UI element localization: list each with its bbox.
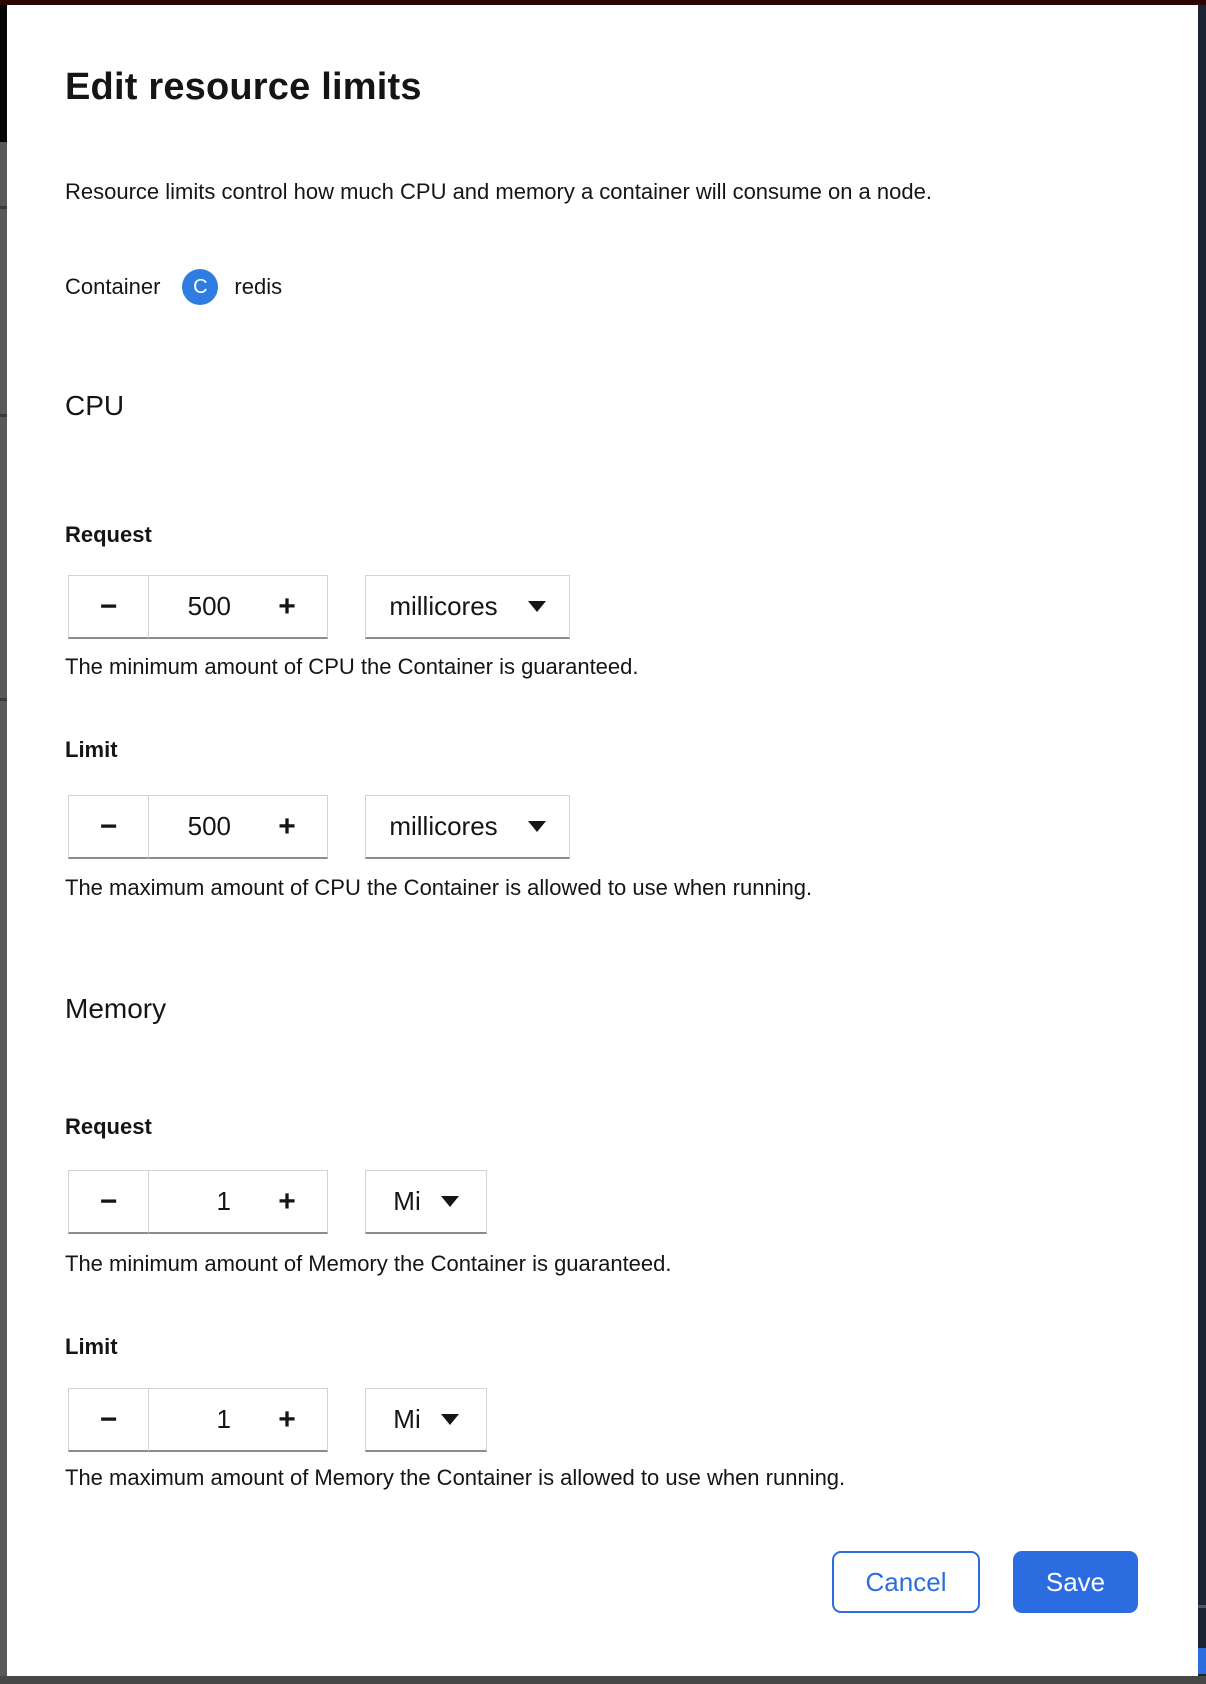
- memory-limit-unit-dropdown[interactable]: [365, 1388, 487, 1452]
- memory-limit-value-input[interactable]: [149, 1388, 247, 1452]
- caret-down-icon: [441, 1414, 459, 1425]
- cpu-limit-value-input[interactable]: [149, 795, 247, 859]
- page-edge-divider: [0, 206, 7, 209]
- minus-icon: −: [99, 809, 118, 843]
- cpu-request-unit-dropdown[interactable]: [365, 575, 570, 639]
- minus-button[interactable]: [68, 1388, 149, 1452]
- unit-dropdown-value: millicores: [389, 591, 498, 621]
- page-edge-divider: [1198, 1605, 1206, 1608]
- container-kind-badge-icon: C: [182, 269, 218, 305]
- memory-request-help-text: The minimum amount of Memory the Container is guaranteed.: [65, 1251, 672, 1276]
- plus-icon: +: [278, 809, 296, 843]
- minus-icon: −: [99, 1402, 118, 1436]
- plus-icon: +: [278, 1402, 296, 1436]
- section-heading-cpu: CPU: [65, 390, 125, 421]
- plus-button[interactable]: [247, 575, 328, 639]
- page-edge-divider: [0, 414, 7, 417]
- modal-title: Edit resource limits: [65, 66, 422, 108]
- plus-button[interactable]: [247, 1170, 328, 1234]
- plus-icon: +: [278, 589, 296, 623]
- minus-button[interactable]: [68, 1170, 149, 1234]
- page-edge-right: [1198, 5, 1206, 1676]
- cpu-limit-help-text: The maximum amount of CPU the Container is allowed to use when running.: [65, 875, 813, 900]
- container-row: [65, 268, 282, 306]
- minus-icon: −: [99, 589, 118, 623]
- page-edge-blue-accent: [1198, 1648, 1206, 1674]
- page-edge-left-dark: [0, 5, 7, 142]
- minus-button[interactable]: [68, 575, 149, 639]
- cancel-button[interactable]: Cancel: [832, 1551, 980, 1613]
- minus-icon: −: [99, 1184, 118, 1218]
- cpu-limit-label: Limit: [65, 737, 118, 762]
- plus-icon: +: [278, 1184, 296, 1218]
- page-edge-top: [0, 0, 1206, 5]
- container-name: redis: [234, 274, 283, 299]
- cpu-limit-number-input: [68, 795, 328, 859]
- cpu-request-label: Request: [65, 522, 152, 547]
- minus-button[interactable]: [68, 795, 149, 859]
- unit-dropdown-value: millicores: [389, 811, 498, 841]
- memory-limit-label: Limit: [65, 1334, 118, 1359]
- memory-request-unit-dropdown[interactable]: [365, 1170, 487, 1234]
- memory-request-number-input: [68, 1170, 328, 1234]
- page-edge-left: [0, 5, 7, 1676]
- page-edge-divider: [0, 698, 7, 701]
- cpu-limit-unit-dropdown[interactable]: [365, 795, 570, 859]
- container-label: Container: [65, 274, 161, 299]
- unit-dropdown-value: Mi: [393, 1404, 421, 1434]
- cpu-request-help-text: The minimum amount of CPU the Container is guaranteed.: [65, 654, 639, 679]
- memory-request-value-input[interactable]: [149, 1170, 247, 1234]
- unit-dropdown-value: Mi: [393, 1186, 421, 1216]
- caret-down-icon: [441, 1196, 459, 1207]
- save-button[interactable]: Save: [1013, 1551, 1138, 1613]
- memory-limit-number-input: [68, 1388, 328, 1452]
- cpu-request-value-input[interactable]: [149, 575, 247, 639]
- cpu-request-number-input: [68, 575, 328, 639]
- section-heading-memory: Memory: [65, 993, 167, 1024]
- caret-down-icon: [528, 821, 546, 832]
- caret-down-icon: [528, 601, 546, 612]
- plus-button[interactable]: [247, 795, 328, 859]
- modal-description: Resource limits control how much CPU and memory a container will consume on a node.: [65, 179, 932, 204]
- plus-button[interactable]: [247, 1388, 328, 1452]
- memory-limit-help-text: The maximum amount of Memory the Container is allowed to use when running.: [65, 1465, 846, 1490]
- memory-request-label: Request: [65, 1114, 152, 1139]
- page-edge-bottom: [0, 1676, 1206, 1684]
